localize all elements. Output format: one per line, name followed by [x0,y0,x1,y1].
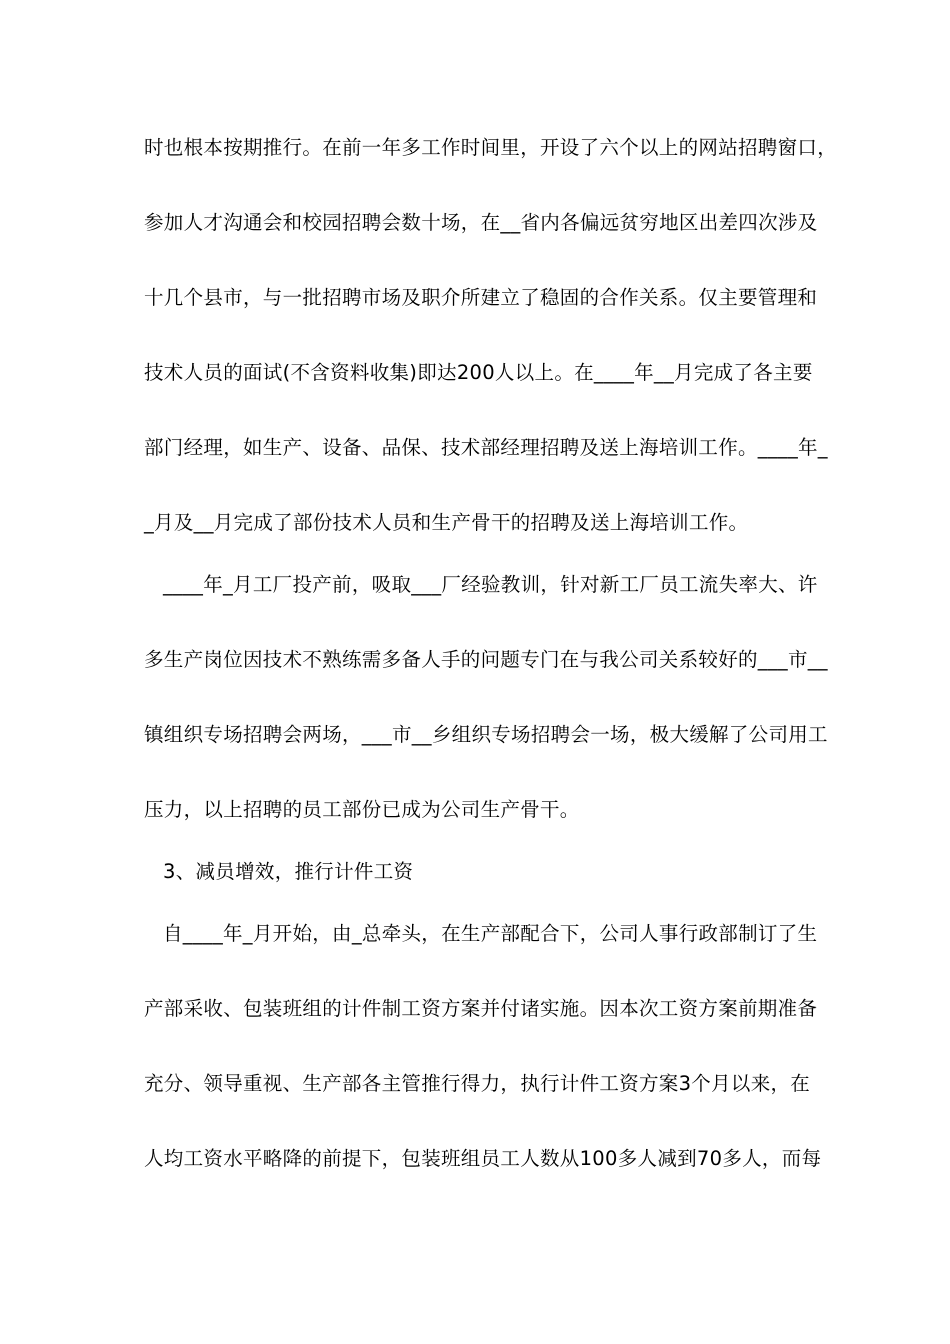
text-line: 时也根本按期推行。在前一年多工作时间里，开设了六个以上的网站招聘窗口， [144,136,838,159]
text-line: 压力，以上招聘的员工部份已成为公司生产骨干。 [144,798,580,821]
text-line: _月及__月完成了部份技术人员和生产骨干的招聘及送上海培训工作。 [144,511,749,534]
text-line: 部门经理，如生产、设备、品保、技术部经理招聘及送上海培训工作。____年_ [144,436,828,459]
text-line: 充分、领导重视、生产部各主管推行得力，执行计件工资方案3个月以来，在 [144,1072,811,1095]
paragraph-first-line: ____年_月工厂投产前，吸取___厂经验教训，针对新工厂员工流失率大、许 [163,573,818,596]
text-line: 技术人员的面试(不含资料收集)即达200人以上。在____年__月完成了各主要 [144,361,813,384]
text-line: 参加人才沟通会和校园招聘会数十场，在__省内各偏远贫穷地区出差四次涉及 [144,211,818,234]
text-line: 产部采收、包装班组的计件制工资方案并付诸实施。因本次工资方案前期准备 [144,997,818,1020]
text-line: 十几个县市，与一批招聘市场及职介所建立了稳固的合作关系。仅主要管理和 [144,286,818,309]
text-line: 镇组织专场招聘会两场，___市__乡组织专场招聘会一场，极大缓解了公司用工 [144,723,828,746]
paragraph-first-line: 自____年_月开始，由_总牵头，在生产部配合下，公司人事行政部制订了生 [163,922,818,945]
section-heading: 3、减员增效，推行计件工资 [163,860,414,883]
text-line: 多生产岗位因技术不熟练需多备人手的问题专门在与我公司关系较好的___市__ [144,648,828,671]
text-line: 人均工资水平略降的前提下，包装班组员工人数从100多人减到70多人，而每 [144,1147,822,1170]
